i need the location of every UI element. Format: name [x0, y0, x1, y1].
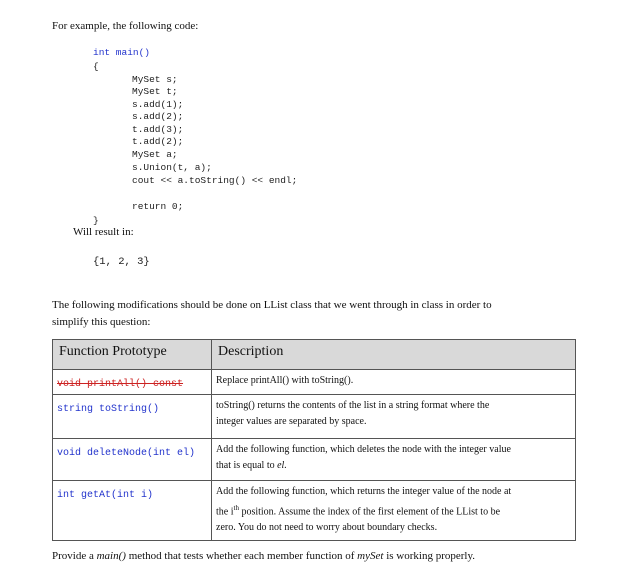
proto-cell	[53, 439, 212, 481]
code-line: }	[93, 215, 99, 226]
desc-cell	[212, 395, 576, 439]
desc-cell	[212, 481, 576, 541]
footer-part: is working properly.	[386, 550, 475, 562]
footer-part: Provide a	[52, 550, 94, 562]
footer-myset: mySet	[357, 550, 384, 562]
proto-tostring: string toString()	[57, 404, 160, 415]
proto-deletenode: void deleteNode(int el)	[57, 448, 196, 459]
result-label: Will result in:	[73, 226, 134, 238]
table-row	[53, 395, 576, 439]
desc-superscript: th	[233, 504, 239, 512]
desc-cell	[212, 370, 576, 395]
header-description: Description	[212, 340, 576, 370]
code-line: s.add(1);	[132, 99, 184, 110]
proto-cell	[53, 481, 212, 541]
code-line: MySet s;	[132, 74, 178, 85]
desc-text: integer values are separated by space.	[216, 416, 367, 427]
desc-text: Replace printAll() with toString().	[216, 375, 354, 386]
footer-text	[52, 550, 475, 562]
proto-cell	[53, 395, 212, 439]
code-line: s.Union(t, a);	[132, 162, 212, 173]
proto-getat: int getAt(int i)	[57, 490, 154, 501]
code-line: cout << a.toString() << endl;	[132, 175, 298, 186]
modifications-line-2: simplify this question:	[52, 316, 151, 328]
intro-text: For example, the following code:	[52, 20, 199, 32]
table-header-row	[53, 340, 576, 370]
table-row	[53, 370, 576, 395]
table-row	[53, 439, 576, 481]
desc-cell	[212, 439, 576, 481]
desc-text	[216, 458, 571, 474]
code-line: s.add(2);	[132, 111, 184, 122]
desc-text-part: position. Assume the index of the first element of the LList to be	[241, 506, 501, 518]
footer-part: method that tests whether each member function of	[128, 550, 355, 562]
proto-printall: void printAll() const	[57, 379, 184, 390]
code-line: {	[93, 61, 99, 72]
code-line: t.add(3);	[132, 124, 184, 135]
desc-text: Add the following function, which deletes the node with the integer value	[216, 444, 511, 455]
footer-main: main()	[96, 550, 126, 562]
code-line: t.add(2);	[132, 136, 184, 147]
result-value: {1, 2, 3}	[93, 256, 150, 268]
function-table	[52, 339, 576, 541]
desc-text: zero. You do not need to worry about boundary checks.	[216, 522, 438, 534]
table-row	[53, 481, 576, 541]
code-line: MySet t;	[132, 86, 178, 97]
modifications-line-1: The following modifications should be done on LList class that we went through in class in order to	[52, 299, 492, 311]
desc-italic: el.	[277, 460, 287, 471]
desc-text: Add the following function, which returns the integer value of the node at	[216, 486, 512, 497]
header-function-prototype: Function Prototype	[53, 340, 212, 370]
proto-cell	[53, 370, 212, 395]
desc-text-part: that is equal to	[216, 460, 275, 471]
desc-text	[216, 500, 571, 520]
code-line: return 0;	[132, 201, 184, 212]
code-line: int main()	[93, 47, 151, 58]
desc-text: toString() returns the contents of the list in a string format where the	[216, 400, 490, 411]
desc-text-part: the i	[216, 506, 234, 518]
code-line: MySet a;	[132, 149, 178, 160]
